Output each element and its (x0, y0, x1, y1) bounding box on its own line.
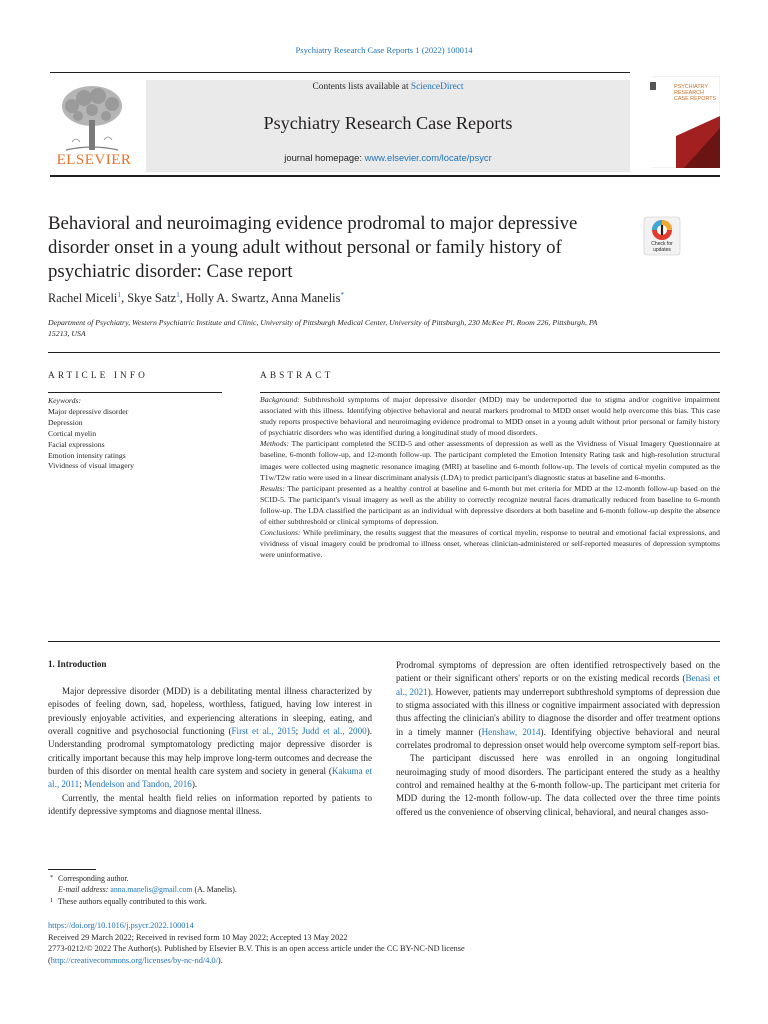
license-line (48, 955, 608, 967)
citation-link[interactable]: First et al., 2015 (231, 726, 296, 737)
section-heading-introduction: 1. Introduction (48, 659, 107, 669)
footnote-text: Corresponding author. (58, 874, 129, 883)
check-for-updates-badge[interactable] (642, 216, 682, 256)
body-text: ). Identifying objective behavioral and neural correlates prodromal to depression onset would help overcome symptom self-report bias. (396, 726, 721, 751)
footnote-mark: 1 (50, 896, 54, 904)
license-paren: ( (48, 956, 51, 966)
body-paragraph (48, 792, 372, 819)
author-affiliation-mark[interactable]: 1 (176, 290, 180, 299)
article-info-rule (48, 392, 222, 393)
footnote-rule (48, 869, 96, 870)
body-paragraph (48, 685, 372, 792)
footnote-text: These authors equally contributed to this work. (58, 896, 207, 906)
journal-cover-thumbnail[interactable] (646, 76, 720, 168)
contents-prefix: Contents lists available at (312, 82, 409, 92)
author-separator: , (179, 291, 186, 306)
contents-line (146, 82, 630, 92)
cover-title (674, 84, 718, 103)
citation-link[interactable]: Henshaw, 2014 (481, 726, 541, 737)
abstract-section-label: Background: (260, 395, 300, 404)
abstract-paragraph (260, 438, 720, 482)
abstract-paragraph (260, 483, 720, 527)
abstract-section-text: The participant presented as a healthy control at baseline and 6-month but met criteria for MDD at the 12-month follow-up based on the SCID-5. The participant's visual imagery as well as the ability to correctly recognize neutral faces dramatically reduced from baseline to 6-month follow-up. The LDA classified the participant as an individual with depressive disorders at both baseline and 6-month follow-up despite the absence of either subthreshold or clinical symptoms of depression. (260, 483, 720, 527)
journal-title: Psychiatry Research Case Reports (263, 113, 513, 133)
author (271, 291, 344, 305)
keyword: Depression (48, 417, 83, 427)
cover-title-line: PSYCHIATRY (674, 84, 708, 90)
copyright-line: 2773-0212/© 2022 The Author(s). Published by Elsevier B.V. This is an open access article under the CC BY-NC-ND license (48, 944, 465, 954)
cover-title-line: CASE REPORTS (674, 96, 717, 103)
article-info-heading: ARTICLE INFO (48, 371, 148, 381)
citation-link[interactable]: Kakuma et al., 2011 (48, 766, 372, 790)
body-paragraph (396, 659, 720, 752)
footnote-mark: * (50, 874, 54, 881)
abstract-section-label: Conclusions: (260, 528, 301, 538)
abstract-paragraph (260, 394, 720, 438)
masthead-bottom-rule (50, 175, 720, 177)
keyword: Cortical myelin (48, 428, 97, 438)
author-affiliation-mark[interactable]: 1 (117, 290, 122, 299)
cover-title-line: RESEARCH (674, 90, 704, 97)
publication-dates: Received 29 March 2022; Received in revised form 10 May 2022; Accepted 13 May 2022 (48, 932, 348, 942)
abstract-section-text: While preliminary, the results suggest that the measures of cortical myelin, response to neutral and emotional facial expressions, and vividness of visual imagery could be prodromal to illness onset, whereas clinician-administered or self-reported measures of depression symptoms were uninformative. (260, 528, 720, 560)
footnote-corresponding (48, 873, 448, 884)
corresponding-author-mark[interactable]: * (340, 290, 345, 299)
author-name: Anna Manelis (271, 291, 341, 306)
body-text: Prodromal symptoms of depression are often identified retrospectively based on the patient or their significant others' reports or on the existing medical records ( (396, 660, 720, 684)
homepage-prefix: journal homepage: (284, 152, 362, 163)
crossmark-label (642, 242, 682, 253)
abstract-section-label: Results: (260, 483, 285, 493)
body-left-column (48, 685, 372, 818)
abstract-bottom-rule (48, 641, 720, 642)
abstract-body (260, 394, 720, 560)
journal-homepage-link[interactable]: www.elsevier.com/locate/psycr (364, 152, 492, 163)
body-text: The participant discussed here was enrolled in an ongoing longitudinal neuroimaging study of mood disorders. The participant entered the study as a healthy control and remained healthy at the 6-month follow-up. The participant met criteria for MDD during the 12-month follow-up. The data collected over the three time points offered us the convenience of observing clinical, behavioral, and neural changes asso- (396, 753, 720, 817)
abstract-heading: ABSTRACT (260, 371, 334, 381)
footnote-email (48, 884, 448, 895)
keyword: Major depressive disorder (48, 406, 129, 416)
body-text: ; (79, 779, 85, 790)
author-name: Rachel Miceli (48, 291, 118, 306)
keyword: Vividness of visual imagery (48, 461, 135, 471)
journal-homepage-line (146, 152, 630, 163)
crossmark-line: Check for (651, 241, 673, 247)
footnote-equal-contribution (48, 896, 448, 907)
body-right-column (396, 659, 720, 819)
sciencedirect-link[interactable]: ScienceDirect (410, 82, 464, 92)
abstract-rule (260, 392, 720, 393)
license-link[interactable]: http://creativecommons.org/licenses/by-nc-nd/4.0/ (50, 956, 218, 966)
abstract-section-label: Methods: (260, 439, 290, 449)
body-paragraph (396, 752, 720, 819)
publication-info (48, 920, 608, 967)
elsevier-logo (48, 76, 140, 168)
author (186, 291, 271, 305)
body-text: ). However, patients may underreport subthreshold symptoms of depression due to stigma associated with this illness or cognitive impairment associated with depression thus affecting the clinician's ability to diagnose the disorder and offer treatment options in a timely manner ( (396, 686, 720, 737)
author-affiliation: Department of Psychiatry, Western Psychiatric Institute and Clinic, University of Pittsburgh Medical Center, University of Pittsburgh, 230 McKee Pl, Room 226, Pittsburgh, PA 15213, USA (48, 318, 598, 338)
author-separator: , (265, 291, 272, 306)
abstract-paragraph (260, 527, 720, 560)
elsevier-wordmark: ELSEVIER (56, 152, 132, 168)
body-text: Currently, the mental health field relies on information reported by patients to identify depressive symptoms and diagnose mental illness. (48, 792, 372, 817)
author-list (48, 290, 344, 306)
paper-title: Behavioral and neuroimaging evidence prodromal to major depressive disorder onset in a young adult without personal or family history of psychiatric disorder: Case report (48, 213, 578, 282)
footnotes (48, 873, 448, 907)
email-link[interactable]: anna.manelis@gmail.com (110, 885, 193, 895)
abstract-section-text: Subthreshold symptoms of major depressive disorder (MDD) may be underreported due to stigma and/or cognitive impairment associated with this illness. Identifying objective behavioral and neural markers prodromal to MDD onset would help overcome this bias. This case study reports prospective behavioral and neuroimaging evidence prodromal to MDD onset in a young adult without prior personal or family history of psychiatric disorders who was identified during a longitudinal study of mood disorders. (260, 395, 721, 438)
running-head[interactable]: Psychiatry Research Case Reports 1 (2022) 100014 (295, 45, 473, 55)
keyword: Facial expressions (48, 439, 105, 449)
keywords-block (48, 396, 228, 472)
keyword: Emotion intensity ratings (48, 450, 126, 460)
abstract-section-text: The participant completed the SCID-5 and other assessments of depression as well as the Vividness of Visual Imagery Questionnaire at baseline, 6-month follow-up, and 12-month follow-up. The participant completed the Emotion Intensity Rating task and high-resolution structural images were collected using magnetic resonance imaging (MRI) at baseline and 6-month follow-up. The levels of cortical myelin computed as the T1w/T2w ratio were used in a linear discriminant analysis (LDA) to predict participant's diagnostic status at baseline and 6-months. (260, 439, 720, 482)
body-text: Major depressive disorder (MDD) is a debilitating mental illness characterized by episodes of feeling down, sad, hopeless, worthless, fatigued, having low interest in previously enjoyable activities, and experiencing alterations in sleeping, eating, and overall cognitive and psychosocial functioning ( (48, 686, 372, 737)
citation-link[interactable]: Benasi et al., 2021 (396, 673, 720, 697)
title-block-rule (48, 352, 720, 353)
license-paren: ). (217, 956, 223, 966)
keywords-label: Keywords: (48, 396, 82, 405)
body-text: ). (191, 779, 198, 790)
author (127, 291, 186, 305)
author-separator: , (121, 291, 128, 306)
author-name: Holly A. Swartz (185, 291, 266, 306)
masthead-top-rule (50, 72, 630, 73)
citation-link[interactable]: Judd et al., 2000 (302, 726, 367, 737)
body-text: ; (295, 726, 303, 737)
crossmark-line: updates (653, 246, 671, 253)
email-label: E-mail address: (58, 885, 109, 895)
author-name: Skye Satz (127, 291, 177, 306)
doi-link[interactable]: https://doi.org/10.1016/j.psycr.2022.100014 (48, 921, 194, 930)
citation-link[interactable]: Mendelson and Tandon, 2016 (84, 779, 192, 790)
email-suffix: (A. Manelis). (192, 885, 237, 895)
author (48, 291, 127, 305)
body-text: ). Understanding prodromal symptomatology predicting major depressive disorder is critically important because this may help improve long-term outcomes and decrease the burden of this disorder on mental health care system and society in general ( (48, 726, 372, 777)
